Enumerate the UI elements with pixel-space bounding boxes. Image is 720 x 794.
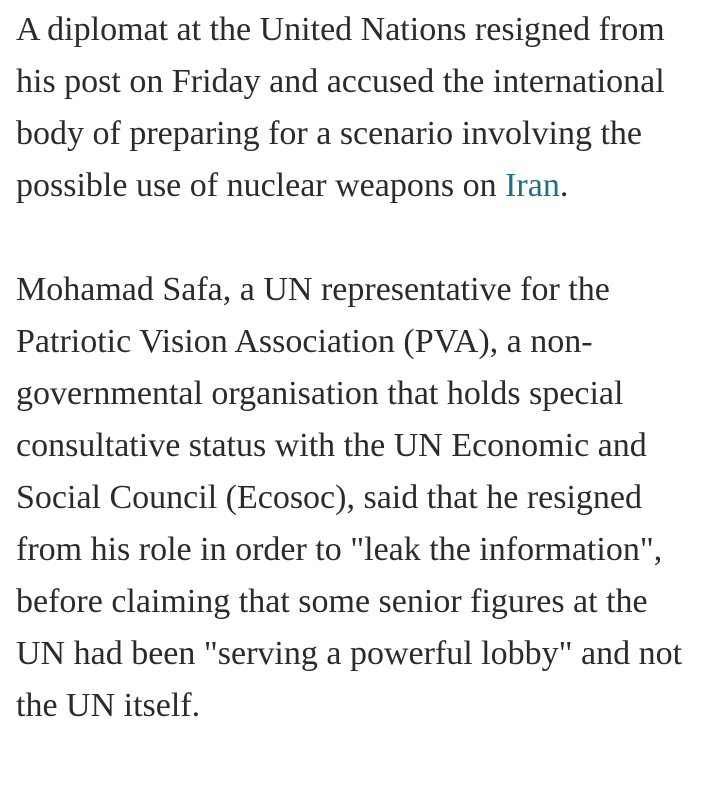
paragraph-1-end: . [559, 167, 569, 204]
article-paragraph-1 [16, 4, 704, 212]
iran-link[interactable]: Iran [505, 167, 560, 204]
article-paragraph-2: Mohamad Safa, a UN representative for the Patriotic Vision Association (PVA), a non-governmental organisation that holds special consultative status with the UN Economic and Social Council (Ecosoc), said that he resigned from his role in order to "leak the information", before claiming that some senior figures at the UN had been "serving a powerful lobby" and not the UN itself. [16, 271, 683, 724]
paragraph-1-text: A diplomat at the United Nations resigned from his post on Friday and accused the international body of preparing for a scenario involving the possible use of nuclear weapons on [16, 11, 665, 204]
